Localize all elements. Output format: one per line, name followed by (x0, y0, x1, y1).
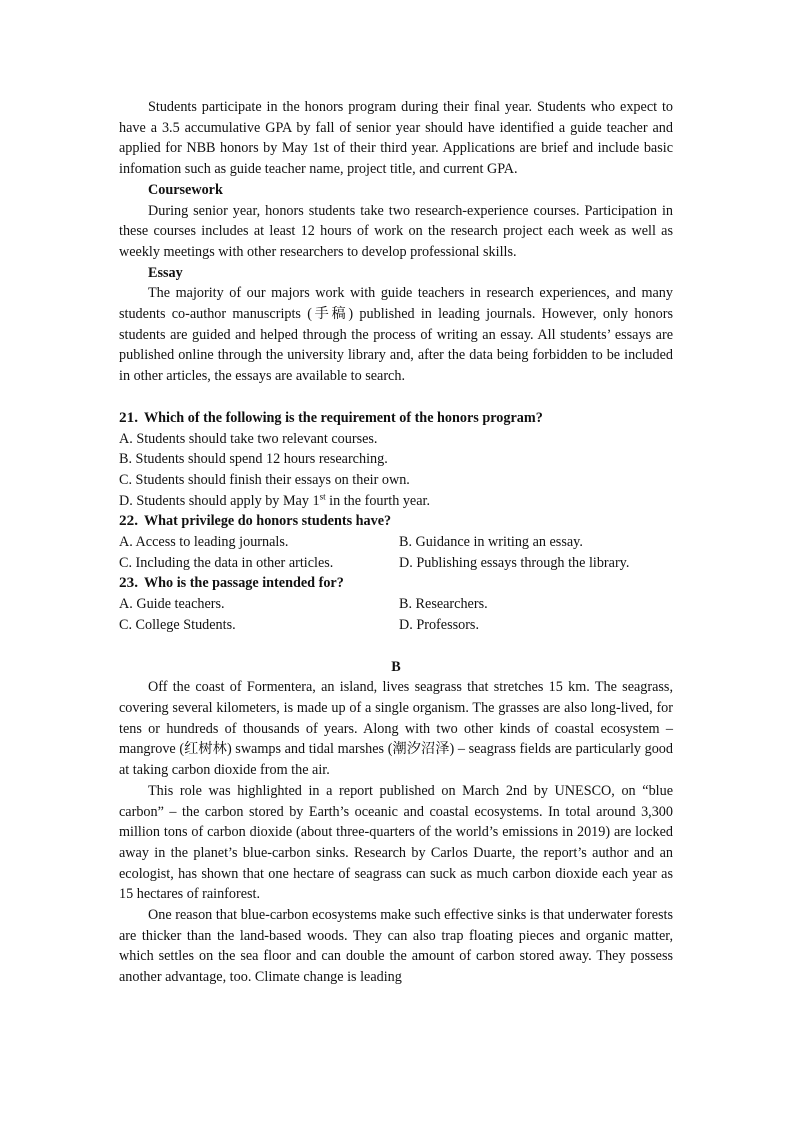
passage-b-paragraph-3: One reason that blue-carbon ecosystems make such effective sinks is that underwater forests are thicker than the land-based woods. They can also trap floating pieces and organic matter, which settles on the sea floor and can double the amount of carbon stored away. They possess another advantage, too. Climate change is leading (119, 907, 673, 986)
question-number: 23. (119, 574, 138, 592)
option-21-d (119, 491, 673, 512)
options-row (119, 553, 673, 574)
question-22 (119, 511, 673, 532)
option-23-a: A. Guide teachers. (119, 596, 225, 613)
question-text: What privilege do honors students have? (143, 513, 392, 530)
option-23-c: C. College Students. (119, 616, 236, 633)
option-22-b: B. Guidance in writing an essay. (399, 534, 583, 551)
passage-b-paragraph-2: This role was highlighted in a report published on March 2nd by UNESCO, on “blue carbon” – the carbon stored by Earth’s oceanic and coastal ecosystems. In total around 3,300 million tons of carbon dioxide (about three-quarters of the world’s emissions in 2019) are locked away in the planet’s blue-carbon sinks. Research by Carlos Duarte, the report’s author and an ecologist, has shown that one hectare of seagrass can suck as much carbon dioxide each year as 15 hectares of rainforest. (119, 782, 673, 903)
option-22-a: A. Access to leading journals. (119, 534, 289, 551)
passage-a-paragraph-1: Students participate in the honors program during their final year. Students who expect to have a 3.5 accumulative GPA by fall of senior year should have identified a guide teacher and applied for NBB honors by May 1st of their third year. Applications are brief and include basic infomation such as guide teacher name, project title, and current GPA. (119, 99, 673, 178)
option-21-b: B. Students should spend 12 hours researching. (119, 451, 388, 468)
question-number: 22. (119, 512, 138, 530)
options-row (119, 615, 673, 636)
passage-a-paragraph-3: The majority of our majors work with guide teachers in research experiences, and many students co-author manuscripts (手稿) published in leading journals. However, only honors students are guided and helped through the process of writing an essay. All students’ essays are published online through the university library and, after the data being forbidden to be included in other articles, the essays are available to search. (119, 285, 673, 385)
passage-a-paragraph-2: During senior year, honors students take two research-experience courses. Participation in these courses includes at least 12 hours of work on the research project each week as well as weekly meetings with other researchers to develop professional skills. (119, 202, 673, 260)
question-21 (119, 408, 673, 429)
spacer (119, 387, 673, 408)
question-text: Which of the following is the requirement of the honors program? (143, 409, 543, 426)
option-21-d-superscript: st (319, 490, 326, 501)
question-text: Who is the passage intended for? (143, 575, 344, 592)
passage-b-paragraph-1: Off the coast of Formentera, an island, lives seagrass that stretches 15 km. The seagrass, covering several kilometers, is made up of a single organism. The grasses are also long-lived, for tens or hundreds of thousands of years. Along with two other kinds of coastal ecosystem – mangrove (红树林) swamps and tidal marshes (潮汐沼泽) – seagrass fields are particularly good at taking carbon dioxide from the air. (119, 679, 673, 779)
option-22-c: C. Including the data in other articles. (119, 554, 334, 571)
option-21-d-tail: in the fourth year. (325, 492, 431, 509)
spacer (119, 636, 673, 657)
option-21-d-text: D. Students should apply by May 1 (119, 492, 320, 509)
section-b-title: B (391, 658, 401, 675)
option-21-c: C. Students should finish their essays on their own. (119, 471, 410, 488)
essay-heading: Essay (148, 264, 183, 281)
options-row (119, 594, 673, 615)
option-22-d: D. Publishing essays through the library. (399, 554, 630, 571)
coursework-heading: Coursework (148, 181, 223, 198)
option-23-d: D. Professors. (399, 616, 479, 633)
question-23 (119, 573, 673, 594)
question-number: 21. (119, 408, 138, 426)
options-row (119, 532, 673, 553)
option-23-b: B. Researchers. (399, 596, 488, 613)
option-21-a: A. Students should take two relevant courses. (119, 430, 378, 447)
